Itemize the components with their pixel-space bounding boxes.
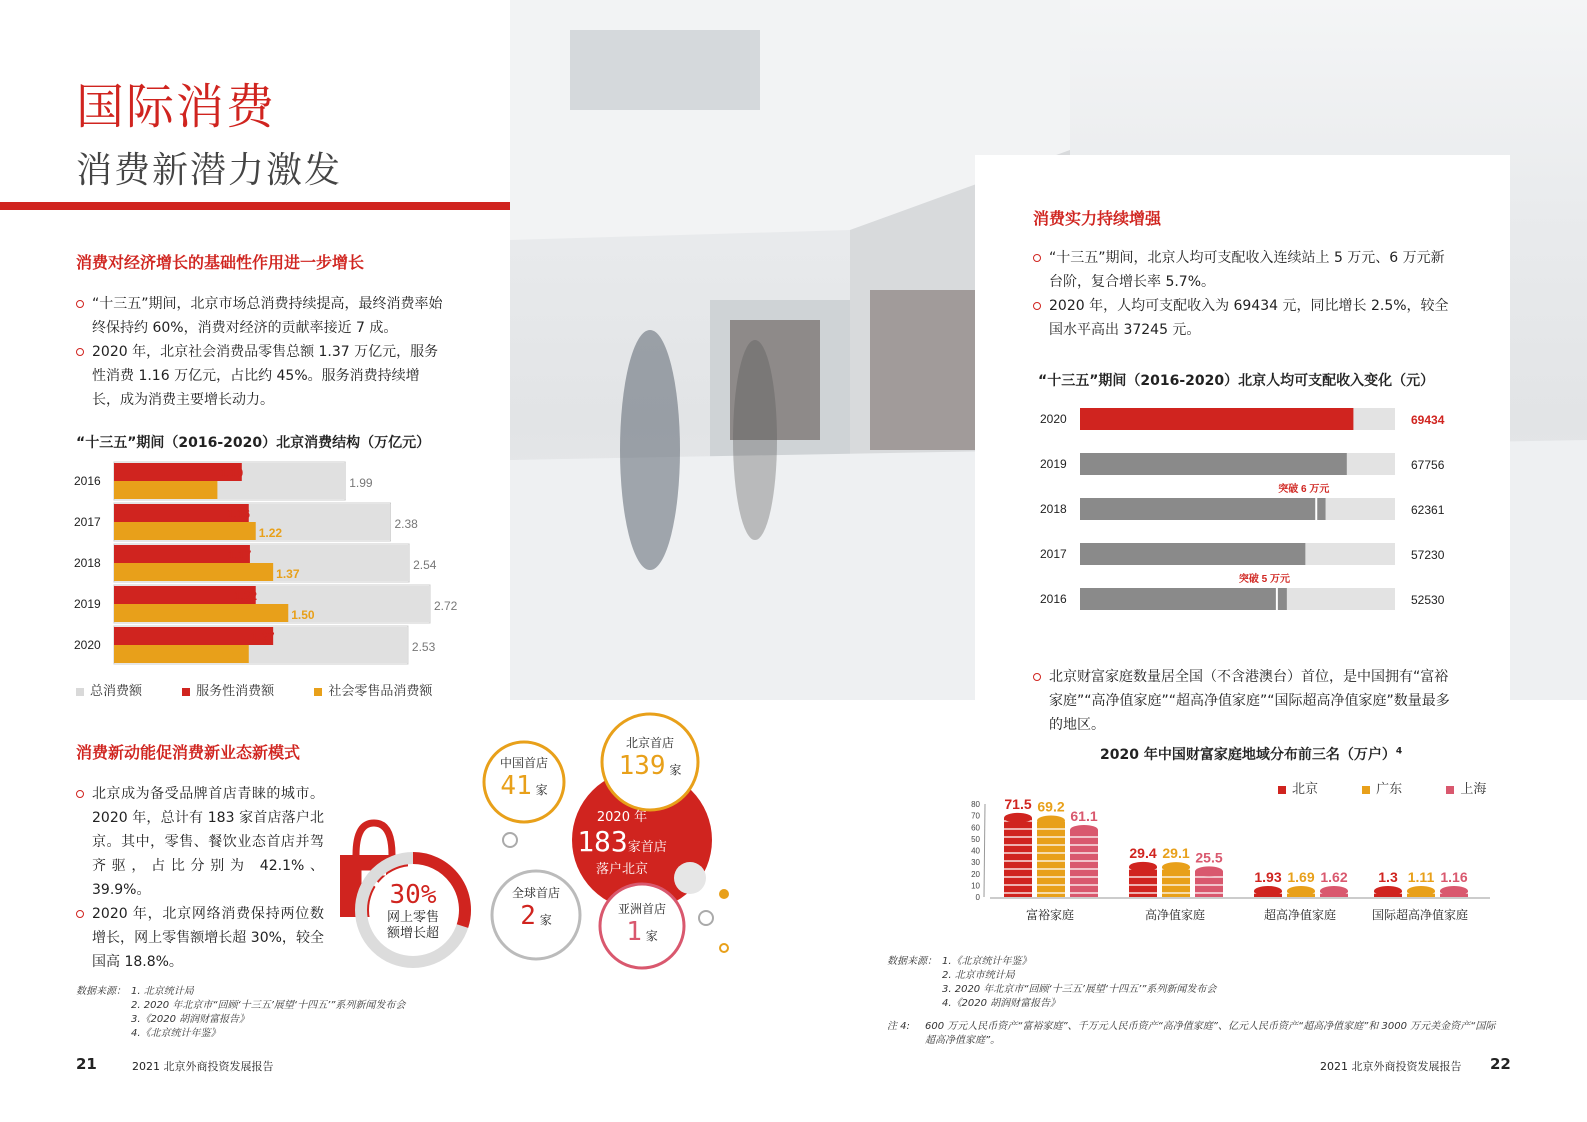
income-svg (1040, 400, 1470, 620)
bullet-item: 2020 年，人均可支配收入为 69434 元，同比增长 2.5%，较全国水平高出 37245 元。 (1033, 294, 1458, 342)
coin-top (1004, 813, 1032, 823)
category-label: 高净值家庭 (1144, 908, 1206, 922)
coin-top (1070, 825, 1098, 835)
category-label: 2016 (1040, 592, 1067, 606)
y-tick-label: 50 (971, 834, 980, 844)
section-heading-1: 消费对经济增长的基础性作用进一步增长 (76, 253, 365, 272)
bubble-center-label: 2020 年 183家首店 落户北京 (577, 810, 667, 877)
bullet-item: 2020 年，北京网络消费保持两位数增长，网上零售额增长超 30%，较全国高 18.8%。 (76, 902, 324, 974)
value-label-service: 1.16 (226, 507, 251, 521)
y-tick-label: 40 (971, 846, 980, 856)
consumption-structure-chart (72, 460, 458, 670)
category-label: 2019 (1040, 457, 1067, 471)
bar-retail (114, 522, 256, 540)
bullet-item: “十三五”期间，北京市场总消费持续提高，最终消费率始终保持约 60%，消费对经济的贡献率接近 7 成。 (76, 292, 446, 340)
bar-income (1080, 453, 1347, 475)
value-label-retail: 1.22 (258, 526, 283, 540)
coin-top (1254, 886, 1282, 896)
value-label-total: 2.38 (394, 517, 418, 531)
value-label: 1.11 (1407, 869, 1435, 885)
section-heading-2: 消费新动能促消费新业态新模式 (76, 743, 301, 762)
category-label: 2017 (1040, 547, 1067, 561)
value-label: 57230 (1411, 548, 1445, 562)
footer-report-right: 2021 北京外商投资发展报告 (1320, 1060, 1462, 1073)
title-divider (0, 202, 510, 210)
value-label-service: 1.10 (219, 466, 244, 480)
y-tick-label: 30 (971, 858, 980, 868)
donut-label-1: 网上零售 (386, 910, 439, 925)
value-label: 1.62 (1320, 869, 1348, 885)
y-tick-label: 80 (971, 800, 980, 809)
value-label-service: 1.22 (233, 589, 258, 603)
bar-income (1080, 543, 1305, 565)
threshold-label: 突破 6 万元 (1278, 484, 1330, 495)
threshold-label: 突破 5 万元 (1238, 574, 1290, 585)
value-label: 29.4 (1129, 844, 1157, 861)
bubble-global-label: 全球首店 2 家 (511, 886, 560, 931)
coin-top (1162, 862, 1190, 872)
donut-label (373, 880, 453, 942)
chart-title-wealth: 2020 年中国财富家庭地域分布前三名（万户）$^4$ (1100, 746, 1403, 763)
bar-income (1080, 588, 1287, 610)
legend-item-service: 服务性消费额 (182, 684, 274, 699)
section-heading-3: 消费实力持续增强 (1033, 209, 1162, 228)
legend-item-retail: 社会零售品消费额 (314, 684, 432, 699)
category-label: 2018 (74, 556, 101, 570)
donut-value: 30% (389, 880, 437, 910)
bar-income (1080, 408, 1353, 430)
chart-title-consumption: “十三五”期间（2016-2020）北京消费结构（万亿元） (76, 435, 431, 451)
y-tick-label: 20 (971, 869, 980, 879)
dot-decor (720, 944, 728, 952)
y-tick-label: 10 (971, 881, 980, 891)
wealth-svg (960, 780, 1500, 940)
bar-retail (114, 563, 273, 581)
value-label-service: 1.17 (227, 548, 252, 562)
bubble-beijing-label: 北京首店 139 家 (618, 736, 682, 781)
coin-top (1195, 866, 1223, 876)
value-label-retail: 1.37 (276, 567, 300, 581)
legend-item-guangdong: 广东 (1362, 782, 1402, 797)
sources-left: 数据来源： 1. 北京统计局 2. 2020 年北京市“回顾‘十三五’展望‘十四五’”系列新闻发布会 3.《2020 胡润财富报告》 4.《北京统计年鉴》 (76, 986, 406, 1039)
value-label: 52530 (1411, 593, 1445, 607)
bullet-list-1 (76, 292, 446, 412)
value-label: 1.16 (1440, 869, 1468, 885)
chart-title-sup: 4 (1395, 746, 1403, 757)
value-label: 61.1 (1070, 807, 1098, 824)
sources-right: 数据来源： 1.《北京统计年鉴》 2. 北京市统计局 3. 2020 年北京市“回顾‘十三五’展望‘十四五’”系列新闻发布会 4.《2020 胡润财富报告》 (887, 956, 1217, 1009)
legend-swatch-orange (314, 688, 322, 696)
value-label-retail: 1.16 (220, 649, 245, 663)
chart-legend-consumption (76, 680, 432, 699)
dot-decor (674, 862, 706, 894)
coin-top (1320, 886, 1348, 896)
shopper-blur (620, 330, 680, 570)
category-label: 2018 (1040, 502, 1067, 516)
value-label-total: 2.54 (413, 558, 437, 572)
value-label: 25.5 (1195, 849, 1223, 866)
category-label: 国际超高净值家庭 (1371, 908, 1469, 922)
coin-top (1037, 816, 1065, 826)
category-label: 2019 (74, 597, 101, 611)
value-label: 67756 (1411, 458, 1445, 472)
dot-decor (699, 911, 713, 925)
page-number-right: 22 (1490, 1055, 1511, 1073)
category-label: 超高净值家庭 (1263, 908, 1337, 922)
category-label: 富裕家庭 (1025, 908, 1075, 922)
bullet-item: “十三五”期间，北京人均可支配收入连续站上 5 万元、6 万元新台阶，复合增长率 5.7%。 (1033, 246, 1458, 294)
y-tick-label: 60 (971, 823, 980, 833)
value-label: 29.1 (1162, 845, 1190, 862)
page-number-left: 21 (76, 1055, 97, 1073)
consumption-svg (72, 460, 458, 670)
bubble-asia-label: 亚洲首店 1 家 (617, 902, 666, 947)
value-label-retail: 1.50 (291, 608, 315, 622)
value-label-total: 2.53 (411, 640, 436, 654)
value-label: 69.2 (1037, 798, 1065, 815)
category-label: 2016 (74, 474, 101, 488)
page-title: 国际消费 (76, 79, 277, 135)
dot-decor (719, 889, 729, 899)
legend-swatch-red (182, 688, 190, 696)
coin-top (1407, 886, 1435, 896)
y-axis (984, 804, 985, 897)
y-tick-label: 0 (975, 893, 980, 902)
coin-top (1129, 862, 1157, 872)
value-label-retail: 0.89 (189, 485, 213, 499)
y-tick-label: 70 (971, 811, 980, 821)
value-label: 69434 (1411, 413, 1445, 427)
shopper-blur (733, 340, 777, 540)
footnote-right: 注 4: 600 万元人民币资产“富裕家庭”、千万元人民币资产“高净值家庭”、亿元人民币资产“超高净值家庭”和 3000 万元美金资产“国际超高净值家庭”。 (887, 1021, 1496, 1046)
value-label: 1.93 (1254, 869, 1282, 885)
page-subtitle: 消费新潜力激发 (76, 150, 343, 191)
dot-decor (503, 833, 517, 847)
legend-item-beijing: 北京 (1278, 782, 1318, 797)
income-chart (1040, 400, 1470, 620)
coin-top (1440, 886, 1468, 896)
bar-service (114, 627, 273, 645)
legend-item-shanghai: 上海 (1446, 782, 1486, 797)
coin-top (1287, 886, 1315, 896)
coin-stack (1070, 830, 1098, 897)
value-label: 1.3 (1378, 869, 1398, 885)
bar-retail (114, 604, 288, 622)
bullet-item: 北京财富家庭数量居全国（不含港澳台）首位，是中国拥有“富裕家庭”“高净值家庭”“超高净值家庭”“国际超高净值家庭”数量最多的地区。 (1033, 665, 1458, 737)
ceiling-sign (570, 30, 760, 110)
category-label: 2020 (1040, 412, 1067, 426)
category-label: 2017 (74, 515, 101, 529)
value-label: 71.5 (1004, 795, 1032, 812)
wealth-chart (960, 780, 1500, 940)
footer-report-left: 2021 北京外商投资发展报告 (132, 1060, 274, 1073)
coin-top (1374, 886, 1402, 896)
value-label-service: 1.37 (251, 630, 275, 644)
bullet-item: 北京成为备受品牌首店青睐的城市。2020 年，总计有 183 家首店落户北京。其中，零售、餐饮业态首店并驾齐驱，占比分别为 42.1%、39.9%。 (76, 782, 324, 902)
clothing-rack (870, 290, 980, 450)
value-label-total: 1.99 (349, 476, 373, 490)
value-label: 62361 (1411, 503, 1445, 517)
donut-label-2: 额增长超 (386, 926, 439, 941)
bubble-china-label: 中国首店 41 家 (499, 756, 548, 801)
bullet-list-2 (76, 782, 324, 974)
bar-income (1080, 498, 1326, 520)
chart-title-income: “十三五”期间（2016-2020）北京人均可支配收入变化（元） (1038, 373, 1435, 389)
category-label: 2020 (74, 638, 101, 652)
bullet-item: 2020 年，北京社会消费品零售总额 1.37 万亿元，服务性消费 1.16 万亿元，占比约 45%。服务消费持续增长，成为消费主要增长动力。 (76, 340, 446, 412)
legend-swatch-gray (76, 688, 84, 696)
bullet-list-4 (1033, 665, 1458, 737)
legend-item-total: 总消费额 (76, 684, 142, 699)
value-label-total: 2.72 (434, 599, 458, 613)
bullet-list-3 (1033, 246, 1458, 342)
value-label: 1.69 (1287, 869, 1315, 885)
